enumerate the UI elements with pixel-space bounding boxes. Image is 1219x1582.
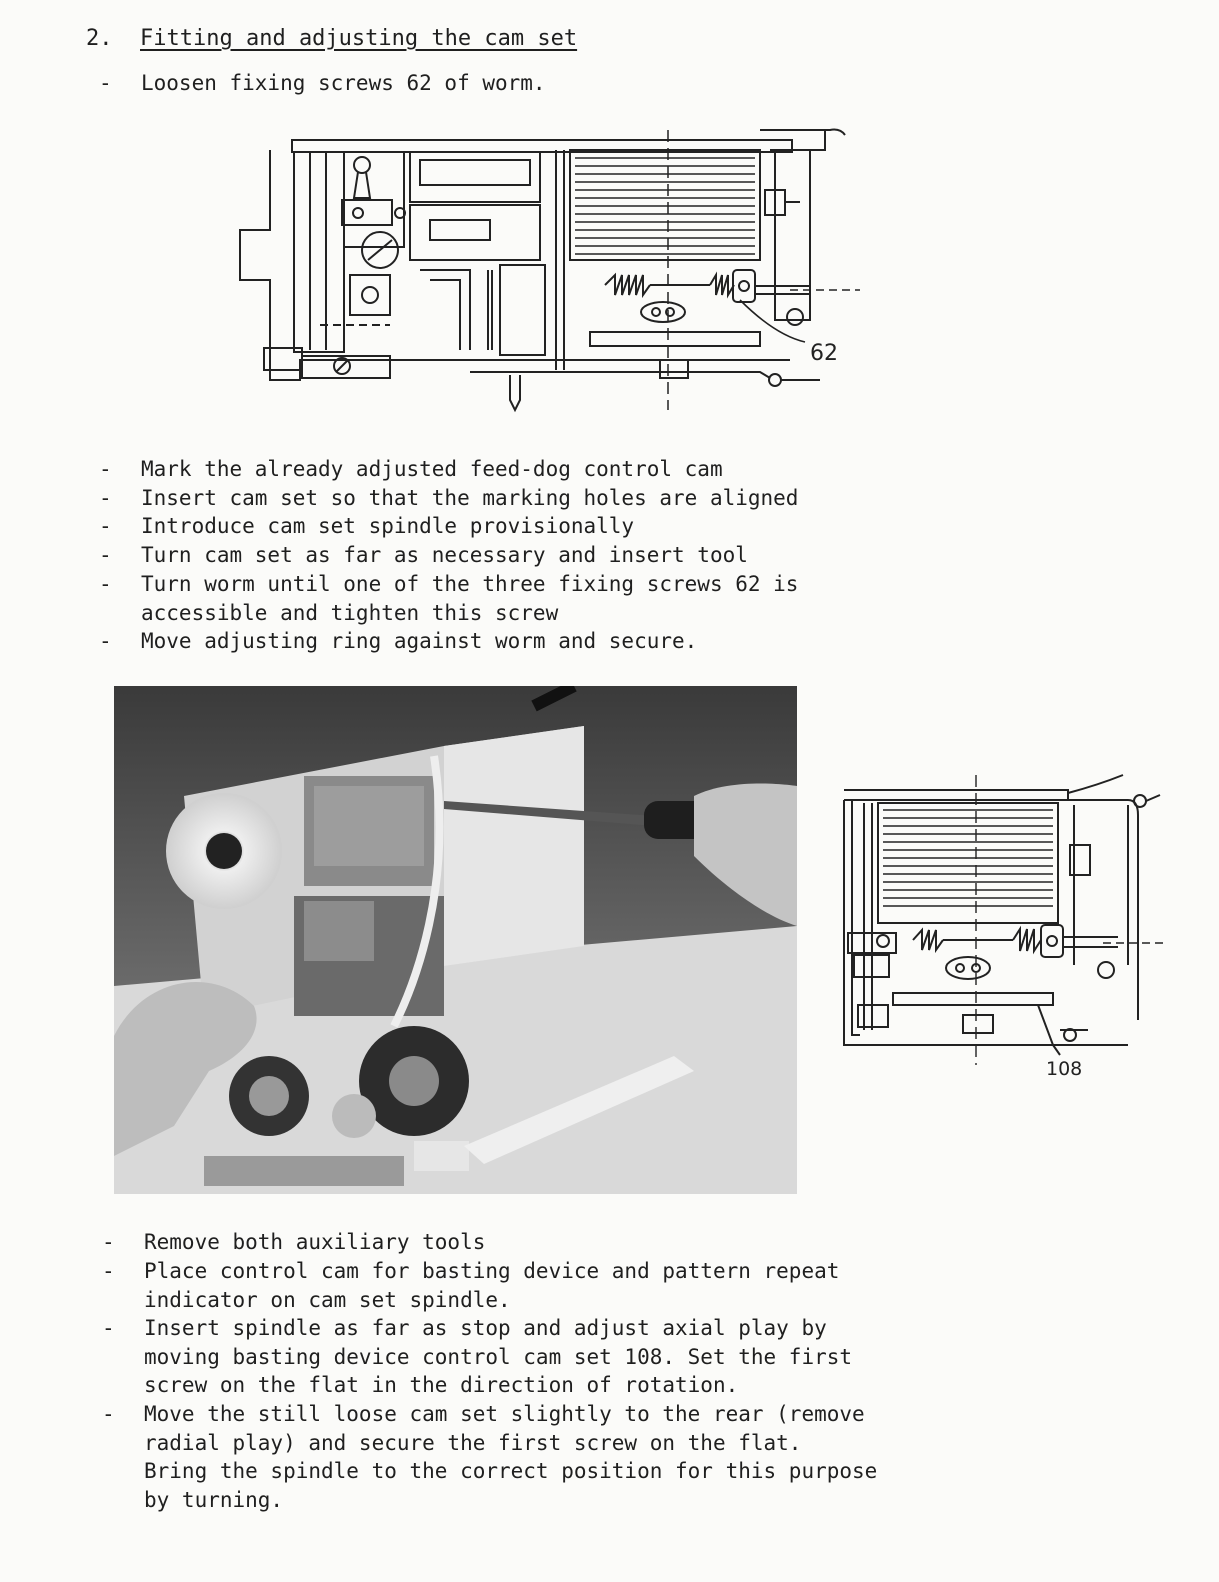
step-text: by turning. [144, 1488, 284, 1513]
step-loosen-screws [99, 69, 546, 98]
step-text: Insert cam set so that the marking holes are aligned [141, 486, 799, 510]
step-mark-cam [99, 455, 723, 484]
step-text: accessible and tighten this screw [141, 600, 559, 625]
step-text: Mark the already adjusted feed-dog control cam [141, 457, 723, 481]
step-insert-cam-set [99, 484, 799, 513]
list-marker: - [99, 629, 112, 653]
step-text: moving basting device control cam set 108. Set the first [144, 1344, 853, 1369]
step-text: Remove both auxiliary tools [144, 1230, 486, 1254]
step-text: radial play) and secure the first screw on the flat. [144, 1430, 802, 1455]
section-heading [86, 26, 577, 51]
section-number: 2. [86, 26, 113, 51]
photo-mechanism-with-screwdriver [114, 686, 797, 1194]
list-marker: - [102, 1230, 115, 1254]
list-marker: - [99, 543, 112, 567]
step-text: Move adjusting ring against worm and secure. [141, 629, 698, 653]
step-text: Loosen fixing screws 62 of worm. [141, 71, 546, 95]
step-place-control-cam [102, 1257, 840, 1314]
list-marker: - [99, 514, 112, 538]
list-marker: - [99, 572, 112, 596]
list-marker: - [99, 71, 112, 95]
callout-108: 108 [1046, 1058, 1083, 1080]
step-turn-worm [99, 570, 799, 627]
mechanism-diagram-top [230, 110, 870, 430]
step-text: Move the still loose cam set slightly to the rear (remove [144, 1402, 865, 1426]
step-move-cam-set-rear [102, 1400, 878, 1515]
mechanism-diagram-detail [838, 765, 1168, 1085]
step-text: Turn cam set as far as necessary and insert tool [141, 543, 748, 567]
step-insert-spindle [102, 1314, 853, 1400]
step-move-ring [99, 627, 698, 656]
step-text: Insert spindle as far as stop and adjust axial play by [144, 1316, 827, 1340]
list-marker: - [102, 1259, 115, 1283]
callout-62: 62 [810, 341, 838, 366]
list-marker: - [102, 1402, 115, 1426]
step-text: Bring the spindle to the correct position for this purpose [144, 1459, 878, 1484]
step-text: screw on the flat in the direction of rotation. [144, 1373, 739, 1398]
step-text: Turn worm until one of the three fixing screws 62 is [141, 572, 799, 596]
list-marker: - [99, 486, 112, 510]
list-marker: - [99, 457, 112, 481]
step-text: indicator on cam set spindle. [144, 1287, 511, 1312]
step-introduce-spindle [99, 512, 635, 541]
step-turn-cam-set [99, 541, 748, 570]
step-text: Introduce cam set spindle provisionally [141, 514, 635, 538]
section-title: Fitting and adjusting the cam set [140, 26, 578, 51]
step-text: Place control cam for basting device and pattern repeat [144, 1259, 840, 1283]
list-marker: - [102, 1316, 115, 1340]
step-remove-tools [102, 1228, 486, 1257]
